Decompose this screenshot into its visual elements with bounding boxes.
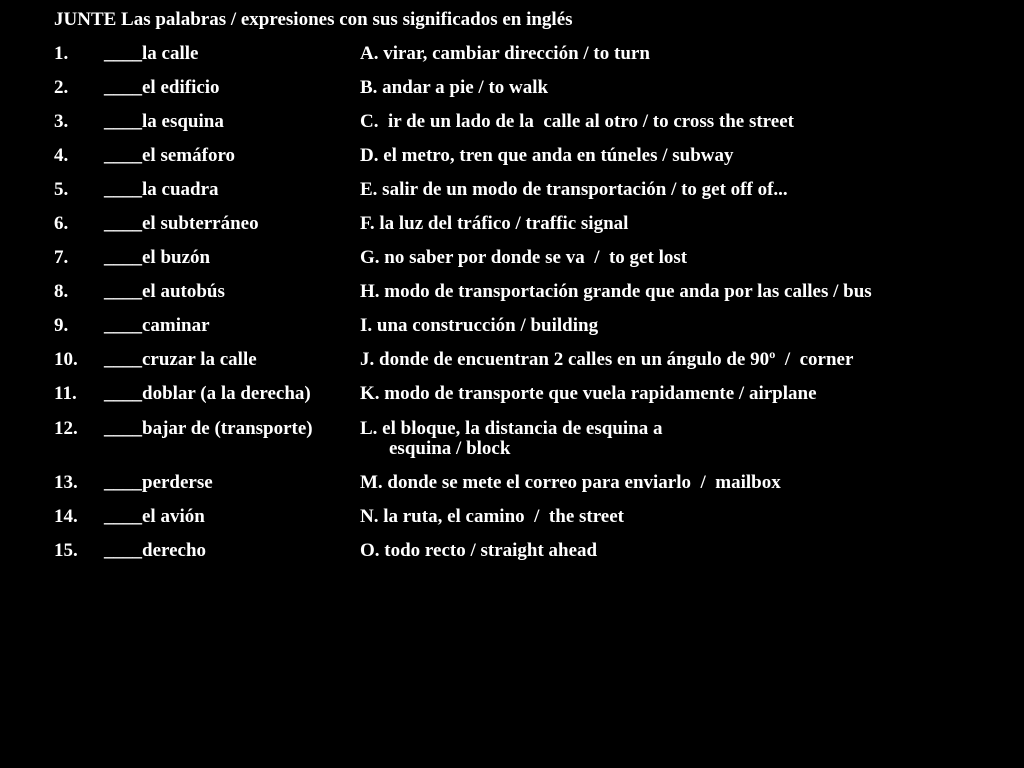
- list-item: [0, 315, 1024, 337]
- item-number: 15.: [54, 540, 78, 561]
- item-term: ____el edificio: [104, 77, 220, 98]
- item-number: 8.: [54, 281, 69, 302]
- item-number: 14.: [54, 506, 78, 527]
- item-term: ____la calle: [104, 43, 199, 64]
- item-definition: J. donde de encuentran 2 calles en un ángulo de 90º / corner: [360, 349, 854, 370]
- list-item: [0, 281, 1024, 303]
- list-item: [0, 540, 1024, 562]
- item-number: 13.: [54, 472, 78, 493]
- item-number: 7.: [54, 247, 69, 268]
- item-definition: L. el bloque, la distancia de esquina a: [360, 418, 663, 439]
- item-term: ____cruzar la calle: [104, 349, 257, 370]
- item-number: 5.: [54, 179, 69, 200]
- list-item: [0, 111, 1024, 133]
- item-definition: I. una construcción / building: [360, 315, 599, 336]
- item-term: ____caminar: [104, 315, 210, 336]
- item-definition: N. la ruta, el camino / the street: [360, 506, 625, 527]
- list-item: [0, 506, 1024, 528]
- slide-title: JUNTE Las palabras / expresiones con sus significados en inglés: [54, 9, 573, 30]
- item-definition: A. virar, cambiar dirección / to turn: [360, 43, 650, 64]
- item-definition: C. ir de un lado de la calle al otro / to cross the street: [360, 111, 794, 132]
- item-number: 9.: [54, 315, 69, 336]
- item-term: ____bajar de (transporte): [104, 418, 313, 439]
- list-item: [0, 383, 1024, 405]
- list-item: [0, 77, 1024, 99]
- item-term: ____el avión: [104, 506, 205, 527]
- list-item: [0, 145, 1024, 167]
- item-number: 2.: [54, 77, 69, 98]
- list-item: [0, 179, 1024, 201]
- item-definition: B. andar a pie / to walk: [360, 77, 549, 98]
- item-number: 4.: [54, 145, 69, 166]
- list-item: [0, 349, 1024, 371]
- item-number: 1.: [54, 43, 69, 64]
- item-definition: D. el metro, tren que anda en túneles / subway: [360, 145, 734, 166]
- item-definition: E. salir de un modo de transportación / to get off of...: [360, 179, 788, 200]
- item-term: ____la esquina: [104, 111, 224, 132]
- item-number: 12.: [54, 418, 78, 439]
- item-term: ____el subterráneo: [104, 213, 259, 234]
- item-term: ____el semáforo: [104, 145, 236, 166]
- list-item: [0, 43, 1024, 65]
- item-number: 3.: [54, 111, 69, 132]
- list-item: [0, 213, 1024, 235]
- list-item: [0, 418, 1024, 462]
- item-definition: M. donde se mete el correo para enviarlo / mailbox: [360, 472, 781, 493]
- item-term: ____derecho: [104, 540, 207, 561]
- item-definition: H. modo de transportación grande que anda por las calles / bus: [360, 281, 872, 302]
- list-item: [0, 247, 1024, 269]
- item-number: 10.: [54, 349, 78, 370]
- item-definition: F. la luz del tráfico / traffic signal: [360, 213, 629, 234]
- item-definition: G. no saber por donde se va / to get lost: [360, 247, 688, 268]
- item-term: ____perderse: [104, 472, 213, 493]
- list-item: [0, 472, 1024, 494]
- item-number: 11.: [54, 383, 77, 404]
- item-term: ____el buzón: [104, 247, 211, 268]
- item-term: ____el autobús: [104, 281, 225, 302]
- item-term: ____doblar (a la derecha): [104, 383, 311, 404]
- item-definition-continued: esquina / block: [389, 438, 511, 459]
- item-number: 6.: [54, 213, 69, 234]
- item-term: ____la cuadra: [104, 179, 219, 200]
- item-definition: O. todo recto / straight ahead: [360, 540, 598, 561]
- item-definition: K. modo de transporte que vuela rapidamente / airplane: [360, 383, 817, 404]
